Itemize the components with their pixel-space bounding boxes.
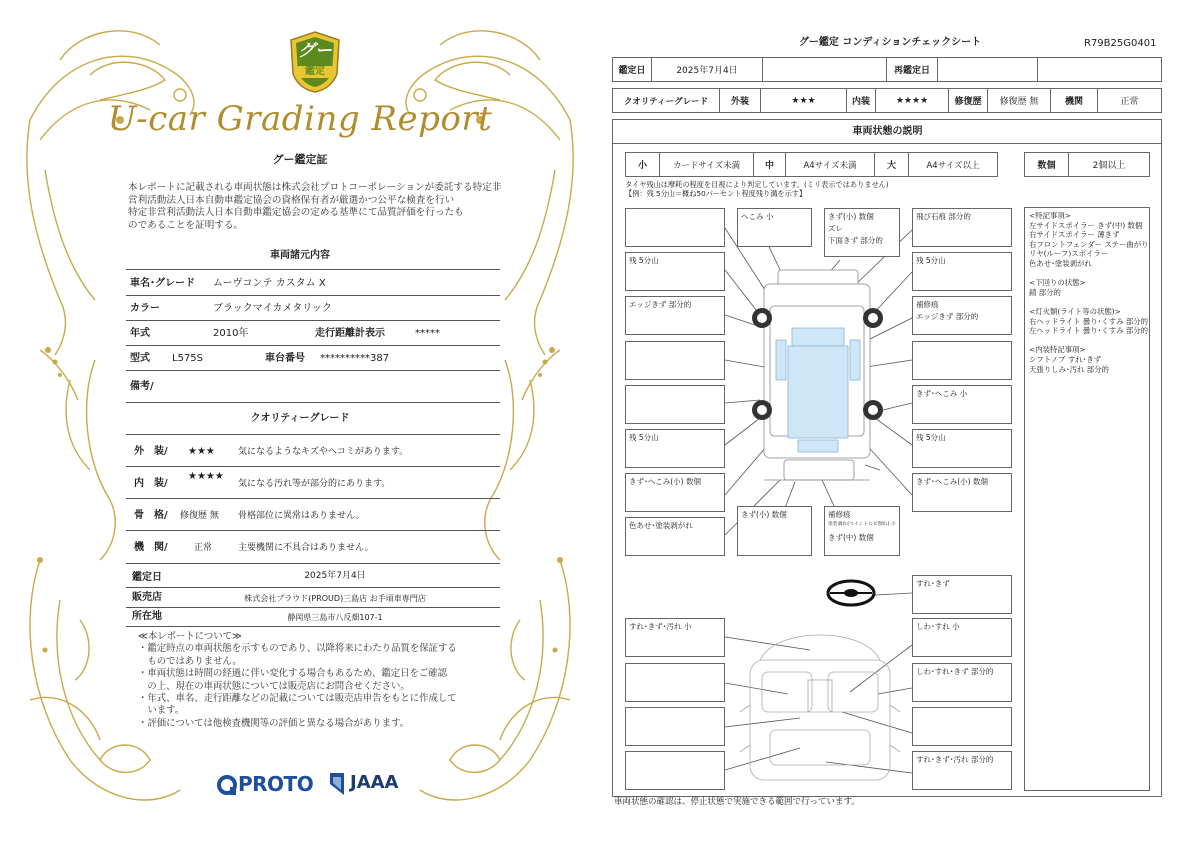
damage-label: きず･へこみ(小) 数個 <box>629 477 701 486</box>
damage-label: 残 5分山 <box>916 433 946 442</box>
note-line: 右サイドスポイラー 薄きず <box>1029 230 1120 240</box>
size-large-label: 大 <box>874 152 909 177</box>
year-value: 2010年 <box>213 328 249 339</box>
damage-label: きず･へこみ(小) 数個 <box>916 477 988 486</box>
damage-label: 飛び石痕 部分的 <box>916 212 971 221</box>
damage-box-right-4 <box>912 341 1012 380</box>
damage-box-left-5 <box>625 385 725 424</box>
exterior-value: ★★★ <box>760 88 847 113</box>
damage-label: きず･へこみ 小 <box>916 389 968 398</box>
interior-box-right-4 <box>912 707 1012 746</box>
model-label: 型式 <box>130 353 150 364</box>
note-line: シフトノブ すれ･きず <box>1029 354 1102 364</box>
damage-box-bottom-2 <box>824 506 900 556</box>
engine-label: 機関 <box>1050 88 1098 113</box>
appraisal-date-label: 鑑定日 <box>132 572 162 583</box>
script-title: U-car Grading Report <box>107 99 493 139</box>
special-notes-list <box>1029 211 1149 374</box>
quality-section-title: クオリティーグレード <box>250 413 350 424</box>
damage-label: 塗装剥れ(ペイントヒビ割れ) 小 <box>828 522 896 527</box>
footer-note: 車両状態の確認は、停止状態で実施できる範囲で行っています。 <box>614 797 860 807</box>
divider <box>126 563 500 564</box>
divider <box>126 498 500 499</box>
model-value: L575S <box>172 353 204 364</box>
interior-box-right-5 <box>912 751 1012 790</box>
grade-label-frame: 骨 格/ <box>134 510 168 521</box>
note-line <box>1029 297 1149 307</box>
size-medium-desc: A4サイズ未満 <box>785 152 875 177</box>
damage-box-right-7 <box>912 473 1012 512</box>
badge-title: グー <box>298 41 332 61</box>
damage-label: エッジきず 部分的 <box>629 300 692 309</box>
tire-note-1: タイヤ残山は摩耗の程度を目視により判定しています。(ミリ表示ではありません) <box>625 180 889 189</box>
intro-line: 営利活動法人日本自動車鑑定協会の資格保有者が厳選かつ公平な検査を行い <box>128 194 455 206</box>
note-bullet: ・ <box>138 643 148 655</box>
interior-box-right-3 <box>912 663 1012 702</box>
damage-label: 残 5分山 <box>916 256 946 265</box>
divider <box>126 434 500 435</box>
note-line: います。 <box>147 705 185 717</box>
interior-box-right-2 <box>912 618 1012 657</box>
grade-label-exterior: 外 装/ <box>134 446 168 457</box>
damage-label: すれ･きず <box>916 579 950 588</box>
damage-box-right-5 <box>912 385 1012 424</box>
note-line: 錆 部分的 <box>1029 287 1061 297</box>
damage-label: しわ･すれ･きず 部分的 <box>916 667 994 676</box>
interior-value: ★★★★ <box>875 88 949 113</box>
dealer-value: 株式会社ブラウド(PROUD)三島店 お手頃車専門店 <box>244 594 426 603</box>
grade-label-engine: 機 関/ <box>134 542 168 553</box>
damage-label: へこみ 小 <box>741 212 774 221</box>
chassis-label: 車台番号 <box>265 353 305 364</box>
divider <box>126 402 500 403</box>
appraisal-date-value: 2025年7月4日 <box>304 571 366 581</box>
damage-box-left-3 <box>625 296 725 335</box>
steering-wheel-icon <box>828 581 874 605</box>
damage-box-right-1 <box>912 208 1012 247</box>
note-item <box>138 643 498 668</box>
badge-subtitle: 鑑定 <box>297 66 333 78</box>
intro-line: のであることを証明する。 <box>128 219 244 231</box>
sheet-id: R79B25G0401 <box>1084 38 1157 49</box>
divider <box>126 626 500 627</box>
note-line: 年式、車名、走行距離などの記載については販売店申告をもとに作成して <box>147 693 457 705</box>
grade-value-interior: ★★★★ <box>188 471 224 482</box>
count-value: 2個以上 <box>1068 152 1150 177</box>
note-line: 色あせ･塗装剥がれ <box>1029 258 1092 268</box>
damage-box-left-1 <box>625 208 725 247</box>
damage-box-left-2 <box>625 252 725 291</box>
grade-label-interior: 内 装/ <box>134 478 168 489</box>
size-large-desc: A4サイズ以上 <box>908 152 998 177</box>
engine-value: 正常 <box>1097 88 1162 113</box>
mileage-value: ***** <box>415 328 440 339</box>
grade-value-frame: 修復歴 無 <box>180 511 219 521</box>
intro-line: 特定非営利活動法人日本自動車鑑定協会の定める基準にて品質評価を行ったも <box>128 207 464 218</box>
damage-box-top-2 <box>824 208 900 257</box>
damage-box-left-4 <box>625 341 725 380</box>
color-label: カラー <box>130 303 160 314</box>
car-name-value: ムーヴコンテ カスタム X <box>213 278 326 289</box>
condition-check-sheet <box>600 0 1200 848</box>
proto-logo-text: PROTO <box>238 772 314 796</box>
repair-history-label: 修復歴 <box>948 88 988 113</box>
damage-label: きず(小) 数個 <box>828 212 874 221</box>
note-item <box>138 693 498 718</box>
exterior-label: 外装 <box>719 88 761 113</box>
jaaa-logo-text: JAAA <box>350 772 399 793</box>
note-line: ものではありません。 <box>147 655 242 667</box>
damage-box-left-6 <box>625 429 725 468</box>
note-line: <内装特記事項> <box>1029 345 1086 355</box>
divider <box>126 587 500 588</box>
note-line: リヤ(ルーフ)スポイラー <box>1029 249 1109 259</box>
damage-box-left-8 <box>625 517 725 556</box>
note-line: の上、現在の車両状態については販売店にお問合せください。 <box>147 680 410 692</box>
note-item <box>138 718 498 730</box>
sheet-title: グー鑑定 コンディションチェックシート <box>798 37 982 48</box>
address-value: 静岡県三島市八反畑107-1 <box>287 613 383 622</box>
interior-box-left-2 <box>625 663 725 702</box>
damage-label: すれ･きず･汚れ 小 <box>629 622 692 631</box>
note-line: 右フロントフェンダー ステー曲がり <box>1029 239 1149 249</box>
size-small-desc: カードサイズ未満 <box>659 152 754 177</box>
note-line: 鑑定時点の車両状態を示すものであり、以降将来にわたり品質を保証する <box>147 643 457 655</box>
damage-label: きず(中) 数個 <box>828 533 874 542</box>
damage-label: ズレ <box>828 224 843 233</box>
divider <box>126 345 500 346</box>
divider <box>126 370 500 371</box>
notes-title: ≪本レポートについて≫ <box>138 631 242 642</box>
damage-label: きず(小) 数個 <box>741 510 787 519</box>
damage-label: 残 5分山 <box>629 256 659 265</box>
damage-label: 色あせ･塗装剥がれ <box>629 521 693 530</box>
jaaa-mark-icon <box>328 771 346 797</box>
note-line <box>1029 269 1149 279</box>
quality-grade-label: クオリティーグレード <box>612 88 720 113</box>
remarks-label: 備考/ <box>130 381 154 392</box>
grade-desc-exterior: 気になるようなキズやヘコミがあります。 <box>238 447 409 457</box>
damage-box-right-2 <box>912 252 1012 291</box>
note-bullet: ・ <box>138 668 148 680</box>
damage-box-top-1 <box>737 208 812 247</box>
certificate-title: グー鑑定証 <box>272 153 328 166</box>
divider <box>126 320 500 321</box>
note-line: 左サイドスポイラー きず(中) 数個 <box>1029 220 1143 230</box>
repair-history-value: 修復歴 無 <box>987 88 1051 113</box>
year-label: 年式 <box>130 328 150 339</box>
note-item <box>138 668 498 693</box>
interior-box-left-3 <box>625 707 725 746</box>
appraisal-date-label: 鑑定日 <box>612 57 652 82</box>
interior-box-left-1 <box>625 618 725 657</box>
jaaa-logo <box>328 770 408 798</box>
note-line: 左ヘッドライト 曇り･くすみ 部分的 <box>1029 326 1149 336</box>
note-line: 車両状態は時間の経過に伴い変化する場合もあるため、鑑定日をご確認 <box>147 668 448 680</box>
count-label: 数個 <box>1024 152 1069 177</box>
damage-box-right-6 <box>912 429 1012 468</box>
goo-kantei-badge <box>287 30 343 94</box>
note-line: 評価については他検査機関等の評価と異なる場合があります。 <box>147 717 409 729</box>
damage-label: しわ･すれ 小 <box>916 622 960 631</box>
grade-value-engine: 正常 <box>194 543 213 553</box>
divider <box>126 269 500 270</box>
intro-paragraph <box>128 182 508 232</box>
reappraisal-date-label: 再鑑定日 <box>886 57 938 82</box>
note-line: <特記事項> <box>1029 211 1071 220</box>
chassis-value: **********387 <box>320 353 390 364</box>
intro-line: 本レポートに記載される車両状態は株式会社プロトコーポレーションが委託する特定非 <box>128 182 502 193</box>
spec-section-title: 車両諸元内容 <box>270 250 330 261</box>
appraisal-date-value: 2025年7月4日 <box>651 57 763 82</box>
damage-box-bottom-1 <box>737 506 812 556</box>
mileage-label: 走行距離計表示 <box>315 328 385 339</box>
note-line: 右ヘッドライト 曇り･くすみ 部分的 <box>1029 316 1149 326</box>
car-name-label: 車名･グレード <box>130 278 195 289</box>
damage-label: 補修痕 <box>828 510 851 519</box>
note-line <box>1029 336 1149 346</box>
proto-mark-icon <box>216 774 238 796</box>
divider <box>126 607 500 608</box>
proto-logo <box>216 772 318 798</box>
color-value: ブラックマイカメタリック <box>213 303 332 314</box>
note-line: 天張りしみ･汚れ 部分的 <box>1029 364 1109 374</box>
state-title: 車両状態の説明 <box>852 126 923 137</box>
damage-box-right-3 <box>912 296 1012 335</box>
divider <box>126 295 500 296</box>
note-bullet: ・ <box>138 693 148 705</box>
interior-box-left-4 <box>625 751 725 790</box>
damage-label: エッジきず 部分的 <box>916 312 979 321</box>
size-medium-label: 中 <box>753 152 786 177</box>
grade-value-exterior: ★★★ <box>188 446 215 457</box>
note-bullet: ・ <box>138 717 148 729</box>
tire-note-2: 【例：残 5分山＝概ね50パーセント程度残り溝を示す】 <box>625 189 807 198</box>
report-notes <box>138 631 498 730</box>
note-line: <灯火類(ライト等の状態)> <box>1029 306 1121 316</box>
special-notes-box <box>1024 207 1150 791</box>
divider <box>126 530 500 531</box>
dealer-label: 販売店 <box>132 592 162 603</box>
address-label: 所在地 <box>132 611 162 622</box>
divider <box>126 466 500 467</box>
damage-label: 補修痕 <box>916 300 939 309</box>
grade-desc-interior: 気になる汚れ等が部分的にあります。 <box>238 479 391 489</box>
interior-box-right-1 <box>912 575 1012 614</box>
damage-label: すれ･きず･汚れ 部分的 <box>916 755 994 764</box>
damage-box-left-7 <box>625 473 725 512</box>
note-line: <下回りの状態> <box>1029 278 1086 288</box>
interior-label: 内装 <box>846 88 876 113</box>
grade-desc-engine: 主要機関に不具合はありません。 <box>238 543 374 553</box>
grade-desc-frame: 骨格部位に異常はありません。 <box>238 511 365 521</box>
damage-label: 残 5分山 <box>629 433 659 442</box>
size-small-label: 小 <box>625 152 660 177</box>
damage-label: 下面きず 部分的 <box>828 236 883 245</box>
